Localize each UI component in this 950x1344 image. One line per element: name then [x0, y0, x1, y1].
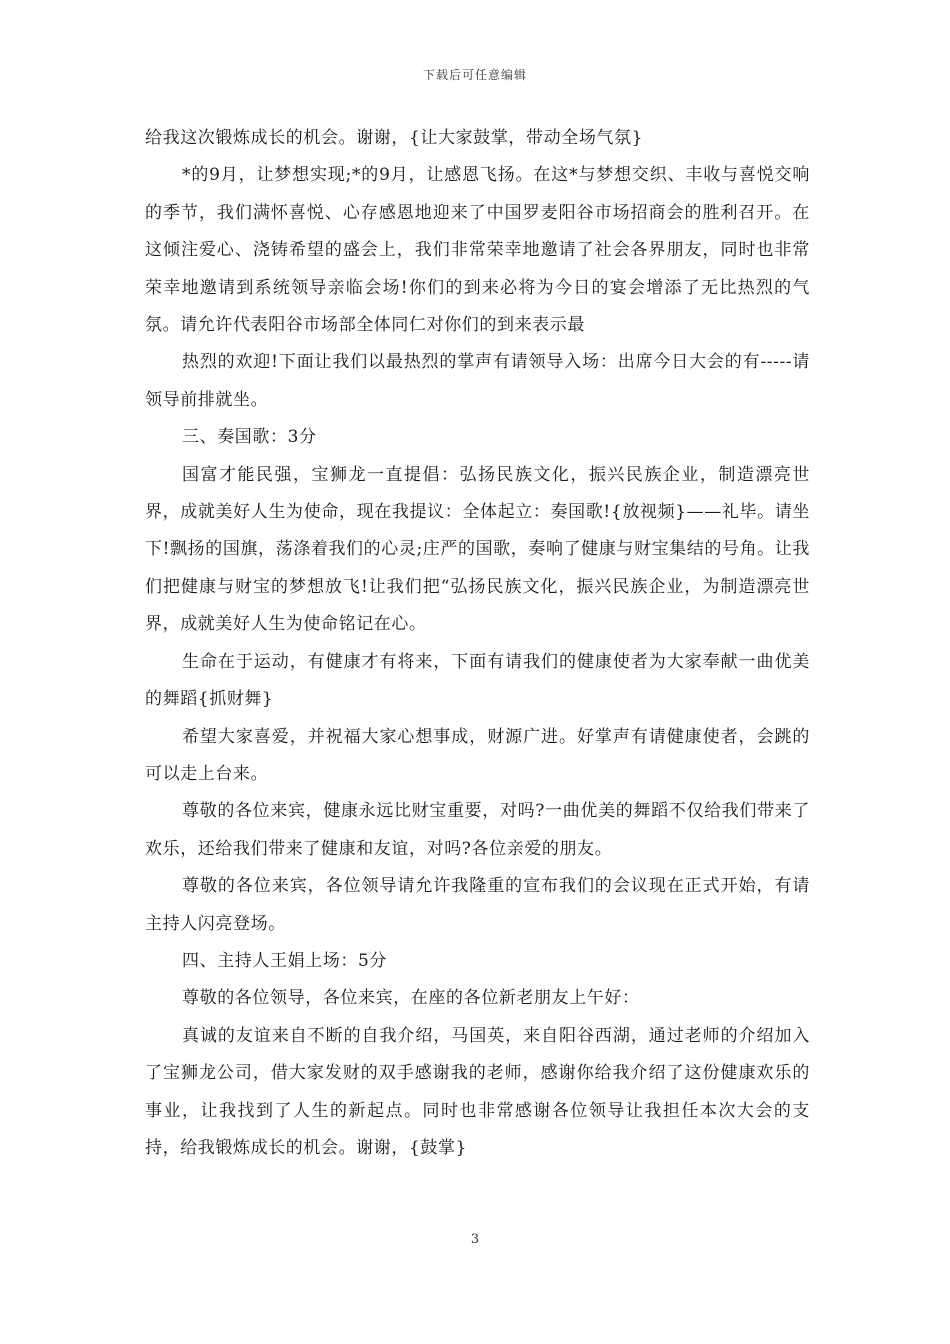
paragraph: 生命在于运动，有健康才有将来，下面有请我们的健康使者为大家奉献一曲优美的舞蹈{抓财舞} — [145, 651, 810, 710]
paragraph: 国富才能民强，宝狮龙一直提倡：弘扬民族文化，振兴民族企业，制造漂亮世界，成就美好人生为使命，现在我提议：全体起立：奏国歌!{放视频}——礼毕。请坐下!飘扬的国旗，荡涤着我们的心灵;庄严的国歌，奏响了健康与财宝集结的号角。让我们把健康与财宝的梦想放飞!让我们把“弘扬民族文化，振兴民族企业，为制造漂亮世界，成就美好人生为使命铭记在心。 — [145, 464, 810, 635]
document-body — [145, 120, 810, 1167]
paragraph: 希望大家喜爱，并祝福大家心想事成，财源广进。好掌声有请健康使者，会跳的可以走上台来。 — [145, 726, 810, 784]
paragraph: *的9月，让梦想实现;*的9月，让感恩飞扬。在这*与梦想交织、丰收与喜悦交响的季节，我们满怀喜悦、心存感恩地迎来了中国罗麦阳谷市场招商会的胜利召开。在这倾注爱心、浇铸希望的盛会上，我们非常荣幸地邀请了社会各界朋友，同时也非常荣幸地邀请到系统领导亲临会场!你们的到来必将为今日的宴会增添了无比热烈的气氛。请允许代表阳谷市场部全体同仁对你们的到来表示最 — [145, 165, 810, 336]
section-heading: 四、主持人王娟上场：5分 — [182, 950, 388, 971]
section-heading: 三、奏国歌：3分 — [182, 427, 317, 448]
paragraph: 给我这次锻炼成长的机会。谢谢，{让大家鼓掌，带动全场气氛} — [145, 128, 644, 148]
page-header: 下载后可任意编辑 — [422, 68, 527, 82]
paragraph: 热烈的欢迎!下面让我们以最热烈的掌声有请领导入场：出席今日大会的有-----请领导前排就坐。 — [145, 352, 810, 410]
paragraph: 尊敬的各位来宾，各位领导请允许我隆重的宣布我们的会议现在正式开始，有请主持人闪亮登场。 — [145, 876, 810, 934]
page-number: 3 — [470, 1232, 480, 1247]
paragraph: 尊敬的各位来宾，健康永远比财宝重要，对吗?一曲优美的舞蹈不仅给我们带来了欢乐，还给我们带来了健康和友谊，对吗?各位亲爱的朋友。 — [145, 801, 810, 859]
paragraph: 真诚的友谊来自不断的自我介绍，马国英，来自阳谷西湖，通过老师的介绍加入了宝狮龙公司，借大家发财的双手感谢我的老师，感谢你给我介绍了这份健康欢乐的事业，让我找到了人生的新起点。同时也非常感谢各位领导让我担任本次大会的支持，给我锻炼成长的机会。谢谢，{鼓掌} — [145, 1025, 810, 1158]
paragraph: 尊敬的各位领导，各位来宾，在座的各位新老朋友上午好： — [182, 988, 640, 1009]
